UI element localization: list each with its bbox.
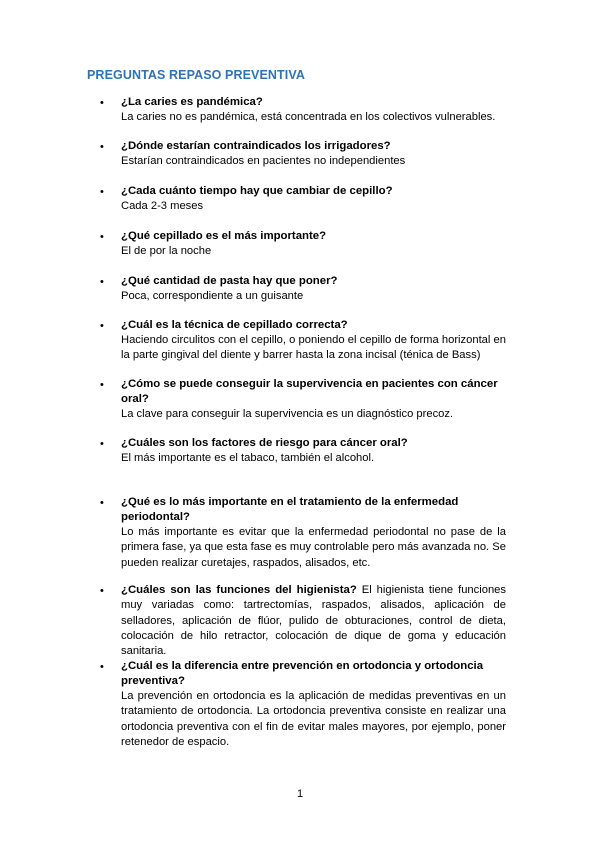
answer: La prevención en ortodoncia es la aplicación de medidas preventivas en un tratamiento de ortodoncia. La ortodoncia preventiva consiste en realizar una ortodoncia preventiva con el fin de evitar males mayores, por ejemplo, poner retenedor de espacio. <box>121 690 506 748</box>
question: ¿Qué cantidad de pasta hay que poner? <box>121 275 338 287</box>
answer: El más importante es el tabaco, también el alcohol. <box>121 452 375 464</box>
answer: Haciendo circulitos con el cepillo, o poniendo el cepillo de forma horizontal en la parte gingival del diente y barrer hasta la zona incisal (ténica de Bass) <box>121 334 506 362</box>
answer: Poca, correspondiente a un guisante <box>121 290 304 302</box>
bullet: • <box>100 438 104 450</box>
question: ¿La caries es pandémica? <box>121 96 263 108</box>
page-number: 1 <box>296 788 304 800</box>
question: ¿Cómo se puede conseguir la supervivencia en pacientes con cáncer oral? <box>121 378 498 405</box>
question: ¿Cuál es la diferencia entre prevención en ortodoncia y ortodoncia preventiva? <box>121 660 484 687</box>
answer: El higienista tiene funciones muy variadas como: tartrectomías, raspados, alisados, aplicación de selladores, aplicación de flúor, pulido de obturaciones, control de dieta, colocación de hilo retractor, colocación de dique de goma y educación sanitaria. <box>121 584 506 658</box>
question: ¿Dónde estarían contraindicados los irrigadores? <box>121 140 391 152</box>
question: ¿Qué es lo más importante en el tratamiento de la enfermedad periodontal? <box>121 496 459 523</box>
answer: La caries no es pandémica, está concentrada en los colectivos vulnerables. <box>121 111 496 123</box>
bullet: • <box>100 379 104 391</box>
bullet: • <box>100 320 104 332</box>
answer: El de por la noche <box>121 245 212 257</box>
bullet: • <box>100 186 104 198</box>
question: ¿Qué cepillado es el más importante? <box>121 230 327 242</box>
question: ¿Cuál es la técnica de cepillado correcta? <box>121 319 348 331</box>
bullet: • <box>100 231 104 243</box>
answer-block <box>121 583 506 659</box>
answer: Lo más importante es evitar que la enfermedad periodontal no pase de la primera fase, ya que esta fase es muy controlable pero más avanzada no. Se pueden realizar curetajes, raspados, alisados, etc. <box>121 526 506 569</box>
answer: Cada 2-3 meses <box>121 200 204 212</box>
bullet: • <box>100 585 104 597</box>
question: ¿Cuáles son las funciones del higienista? <box>121 584 357 596</box>
bullet: • <box>100 276 104 288</box>
question: ¿Cada cuánto tiempo hay que cambiar de cepillo? <box>121 185 393 197</box>
page-title: PREGUNTAS REPASO PREVENTIVA <box>87 68 306 82</box>
bullet: • <box>100 97 104 109</box>
bullet: • <box>100 497 104 509</box>
bullet: • <box>100 661 104 673</box>
question: ¿Cuáles son los factores de riesgo para cáncer oral? <box>121 437 408 449</box>
answer: La clave para conseguir la supervivencia es un diagnóstico precoz. <box>121 408 454 420</box>
bullet: • <box>100 141 104 153</box>
answer: Estarían contraindicados en pacientes no independientes <box>121 155 406 167</box>
